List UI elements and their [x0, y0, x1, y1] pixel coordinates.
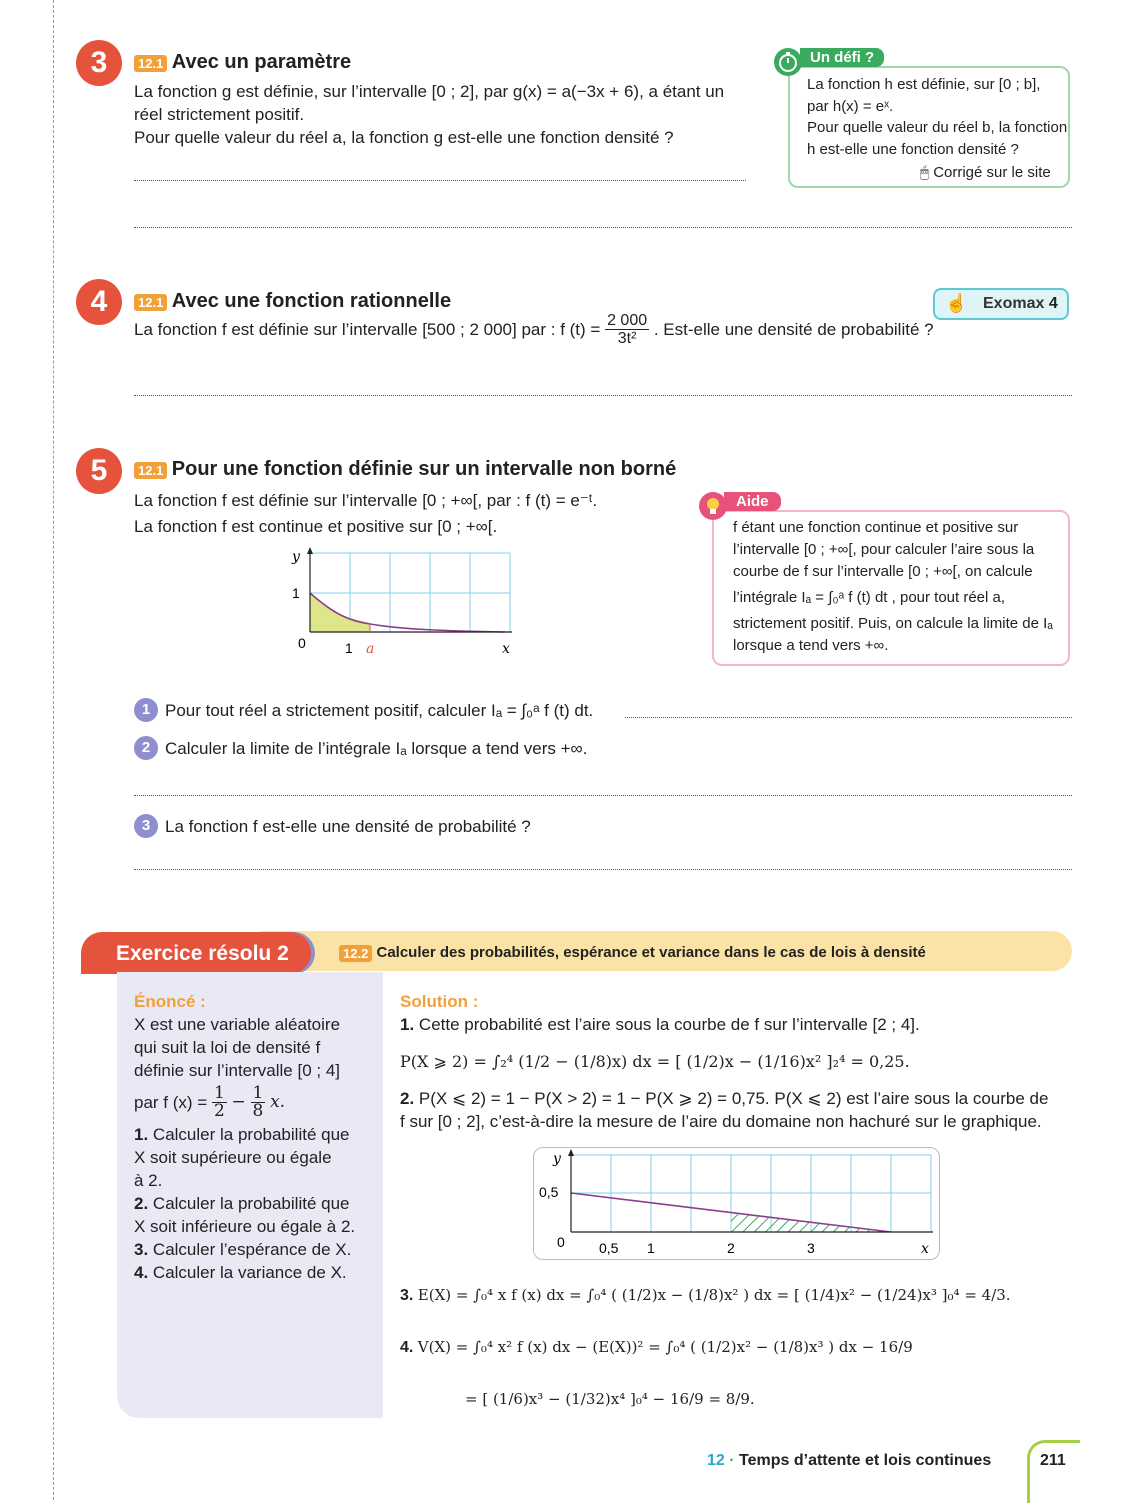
enonce-q3: 3. Calculer l’espérance de X. [134, 1240, 352, 1259]
text-line: l’intégrale Iₐ = ∫₀ᵃ f (t) dt , pour tout réel a, [733, 589, 1006, 606]
text-segment: x. [270, 1092, 286, 1112]
exercise-title: Pour une fonction définie sur un intervalle non borné [171, 458, 677, 480]
corrige-link[interactable]: Corrigé sur le site [933, 164, 1051, 181]
question-2: Calculer la limite de l’intégrale Iₐ lorsque a tend vers +∞. [165, 739, 588, 758]
enonce-q2: 2. Calculer la probabilité que [134, 1194, 350, 1213]
fraction [605, 312, 649, 347]
answer-line [134, 795, 1072, 796]
shaded-area [310, 593, 370, 632]
text-line: La fonction g est définie, sur l’intervalle [0 ; 2], par g(x) = a(−3x + 6), a étant un [134, 82, 725, 101]
text-segment: . Est-elle une densité de probabilité ? [653, 320, 934, 339]
exercise-number-badge: 3 [76, 40, 122, 86]
text-line: courbe de f sur l’intervalle [0 ; +∞[, on calcule [733, 563, 1033, 580]
answer-line [134, 395, 1072, 396]
aide-icon-wrap [699, 492, 727, 520]
skill-tag: 12.1 [134, 55, 167, 72]
fraction-numerator: 2 000 [607, 312, 648, 329]
enonce-q1: 1. Calculer la probabilité que [134, 1125, 350, 1144]
skill-tag: 12.1 [134, 294, 167, 311]
answer-line [134, 869, 1072, 870]
question-number: 2 [134, 736, 158, 760]
question-number: 1 [134, 698, 158, 722]
exercise-number-badge: 5 [76, 448, 122, 494]
subtitle-text: Calculer des probabilités, espérance et variance dans le cas de lois à densité [376, 944, 926, 961]
x-label: x [502, 641, 510, 657]
text-line: réel strictement positif. [134, 105, 305, 124]
text-line: lorsque a tend vers +∞. [733, 637, 889, 654]
x-tick: 0,5 [599, 1240, 619, 1256]
solution-1: 1. Cette probabilité est l’aire sous la courbe de f sur l’intervalle [2 ; 4]. [400, 1015, 920, 1034]
x-tick: 1 [345, 640, 353, 656]
page-number: 211 [1040, 1452, 1066, 1469]
linear-density-graph [533, 1147, 938, 1258]
density-formula: par f (x) = $\frac{1}{2}$ − $\frac{1}{8}$ x. [134, 1083, 286, 1121]
question-3: La fonction f est-elle une densité de probabilité ? [165, 817, 531, 836]
y-tick: 0,5 [539, 1184, 559, 1200]
text-line: définie sur l’intervalle [0 ; 4] [134, 1061, 340, 1080]
solution-4-line2: = [ (1/6)x³ − (1/32)x⁴ ]₀⁴ − 16/9 = 8/9. [465, 1390, 755, 1408]
text-line: strictement positif. Puis, on calcule la limite de Iₐ [733, 615, 1053, 632]
text-segment: La fonction f est définie sur l’intervalle [500 ; 2 000] par : f (t) = [134, 320, 601, 339]
solution-2: 2. P(X ⩽ 2) = 1 − P(X > 2) = 1 − P(X ⩾ 2) = 0,75. P(X ⩽ 2) est l’aire sous la courbe de [400, 1089, 1049, 1108]
exercise-5-header [134, 458, 676, 481]
x-label: x [921, 1241, 929, 1257]
text-line: X est une variable aléatoire [134, 1015, 341, 1034]
defi-icon-wrap [774, 48, 802, 76]
exomax-label: Exomax [983, 295, 1045, 312]
answer-line [134, 227, 1072, 228]
exomax-number: 4 [1048, 295, 1058, 312]
defi-text [807, 74, 1067, 160]
text-line: f sur [0 ; 2], c’est-à-dire la mesure de l’aire du domaine non hachuré sur le graphique. [400, 1112, 1042, 1131]
solution-1-formula: P(X ⩾ 2) = ∫₂⁴ (1/2 − (1/8)x) dx = [ (1/2)x − (1/16)x² ]₂⁴ = 0,25. [400, 1052, 910, 1071]
exercise-title: Avec un paramètre [171, 51, 352, 73]
solution-content [400, 990, 1072, 1133]
text-line: La fonction f est définie sur l’intervalle [0 ; +∞[, par : f (t) = e⁻ᵗ. [134, 491, 598, 510]
text-line: h est-elle une fonction densité ? [807, 140, 1019, 158]
text-line: La fonction h est définie, sur [0 ; b], [807, 76, 1041, 93]
mouse-icon: 🖱 [920, 164, 930, 181]
text-line: X soit supérieure ou égale [134, 1148, 332, 1167]
exp-graph [280, 545, 530, 660]
text-line: l’intervalle [0 ; +∞[, pour calculer l’aire sous la [733, 541, 1035, 558]
page-corner-line [1027, 1440, 1080, 1503]
a-label: a [366, 641, 375, 657]
text-line: Pour quelle valeur du réel a, la fonction g est-elle une fonction densité ? [134, 128, 674, 147]
x-tick: 3 [807, 1240, 815, 1256]
answer-line [134, 180, 746, 181]
exercise-number-badge: 4 [76, 279, 122, 325]
left-margin-line [53, 0, 54, 1500]
text-segment: par f (x) = [134, 1093, 208, 1112]
text-line: qui suit la loi de densité f [134, 1038, 321, 1057]
text-line: Pour quelle valeur du réel b, la fonction [807, 119, 1068, 136]
exercise-3-text [134, 80, 754, 149]
stopwatch-icon [774, 48, 802, 76]
origin-label: 0 [557, 1234, 565, 1250]
separator: · [729, 1452, 735, 1469]
skill-tag: 12.2 [339, 945, 372, 962]
aide-header: Aide [724, 492, 781, 511]
defi-header: Un défi ? [800, 48, 884, 67]
x-tick: 1 [647, 1240, 655, 1256]
solution-title: Solution : [400, 992, 479, 1011]
exercise-5-text [134, 488, 597, 540]
solution-3: 3. E(X) = ∫₀⁴ x f (x) dx = ∫₀⁴ ( (1/2)x − (1/8)x² ) dx = [ (1/4)x² − (1/24)x³ ]₀⁴ = 4/3. [400, 1286, 1011, 1304]
text-line: par h(x) = eˣ. [807, 97, 894, 115]
exercise-3-header [134, 51, 351, 74]
text-line: f étant une fonction continue et positive sur [733, 519, 1019, 536]
aide-text [733, 517, 1053, 657]
chapter-number: 12 [707, 1452, 725, 1469]
answer-line [625, 717, 1072, 718]
text-line: à 2. [134, 1171, 163, 1190]
exercise-4-text [134, 312, 934, 347]
fraction-denominator: 3t² [617, 330, 637, 347]
text-line: X soit inférieure ou égale à 2. [134, 1217, 356, 1236]
exercise-4-header [134, 290, 451, 313]
fraction: $\frac{1}{2}$ [213, 1083, 225, 1121]
y-tick: 1 [292, 585, 300, 601]
fraction: $\frac{1}{8}$ [252, 1083, 264, 1121]
resolu-subtitle [339, 944, 926, 962]
enonce-title: Énoncé : [134, 992, 206, 1011]
resolu-banner-title: Exercice résolu 2 [116, 942, 289, 965]
skill-tag: 12.1 [134, 462, 167, 479]
lightbulb-icon [699, 492, 727, 520]
solution-4: 4. V(X) = ∫₀⁴ x² f (x) dx − (E(X))² = ∫₀⁴ ( (1/2)x² − (1/8)x³ ) dx − 16/9 [400, 1338, 913, 1356]
chapter-title: Temps d’attente et lois continues [739, 1452, 992, 1469]
text-line: La fonction f est continue et positive sur [0 ; +∞[. [134, 517, 498, 536]
question-1: Pour tout réel a strictement positif, calculer Iₐ = ∫₀ᵃ f (t) dt. [165, 701, 594, 720]
y-label: y [553, 1151, 561, 1167]
footer [707, 1452, 991, 1470]
enonce-content [134, 990, 379, 1284]
enonce-q4: 4. Calculer la variance de X. [134, 1263, 347, 1282]
y-label: y [292, 549, 300, 565]
x-tick: 2 [727, 1240, 735, 1256]
hand-pointer-icon: ☝ [945, 293, 968, 313]
defi-footer[interactable] [920, 164, 1051, 181]
question-number: 3 [134, 814, 158, 838]
exercise-title: Avec une fonction rationnelle [171, 290, 452, 312]
origin-label: 0 [298, 635, 306, 651]
exomax-button[interactable] [933, 288, 1069, 320]
